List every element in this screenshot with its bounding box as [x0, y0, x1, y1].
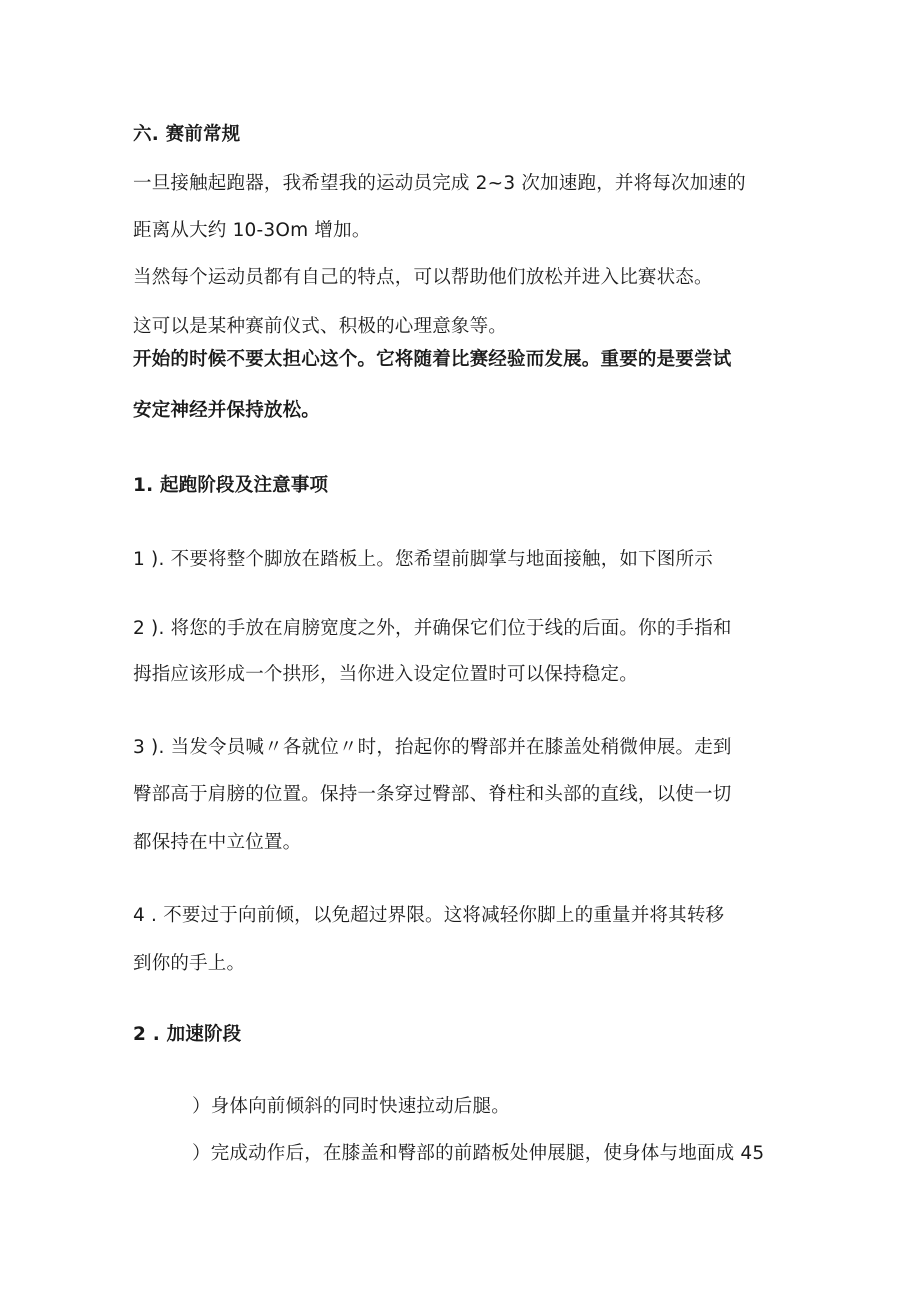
intro-line-4: 这可以是某种赛前仪式、积极的心理意象等。 [133, 316, 508, 337]
emphasis-line-1: 开始的时候不要太担心这个。它将随着比赛经验而发展。重要的是要尝试 [133, 349, 732, 370]
part1-item-3-line-3: 都保持在中立位置。 [133, 832, 302, 853]
part1-item-3-line-1: 3 ). 当发令员喊〃各就位〃时，抬起你的臀部并在膝盖处稍微伸展。走到 [133, 737, 732, 758]
intro-line-1: 一旦接触起跑器，我希望我的运动员完成 2~3 次加速跑，并将每次加速的 [133, 173, 746, 194]
intro-line-3: 当然每个运动员都有自己的特点，可以帮助他们放松并进入比赛状态。 [133, 267, 713, 288]
part2-heading: 2 . 加速阶段 [133, 1024, 242, 1045]
part2-item-2: ）完成动作后，在膝盖和臀部的前踏板处伸展腿，使身体与地面成 45 [192, 1143, 765, 1164]
part1-item-2-line-1: 2 ). 将您的手放在肩膀宽度之外，并确保它们位于线的后面。你的手指和 [133, 618, 732, 639]
part2-item-1: ）身体向前倾斜的同时快速拉动后腿。 [192, 1096, 510, 1117]
part1-item-3-line-2: 臀部高于肩膀的位置。保持一条穿过臀部、脊柱和头部的直线，以使一切 [133, 784, 732, 805]
part1-item-2-line-2: 拇指应该形成一个拱形，当你进入设定位置时可以保持稳定。 [133, 664, 638, 685]
emphasis-line-2: 安定神经并保持放松。 [133, 400, 321, 421]
part1-item-1: 1 ). 不要将整个脚放在踏板上。您希望前脚掌与地面接触，如下图所示 [133, 549, 713, 570]
section-heading: 六. 赛前常规 [133, 124, 241, 145]
part1-heading: 1. 起跑阶段及注意事项 [133, 475, 329, 496]
part1-item-4-line-2: 到你的手上。 [133, 953, 246, 974]
intro-line-2: 距离从大约 10-3Om 增加。 [133, 220, 371, 241]
part1-item-4-line-1: 4 . 不要过于向前倾，以免超过界限。这将减轻你脚上的重量并将其转移 [133, 905, 725, 926]
